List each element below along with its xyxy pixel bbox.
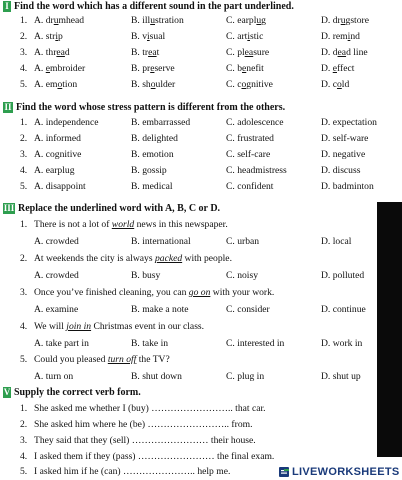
option-c: C. headmistress <box>226 165 287 176</box>
question-number: 1. <box>20 15 28 26</box>
question-sentence: I asked him if he (can) ………………….. help me. <box>34 466 231 477</box>
liveworksheets-logo-icon <box>278 466 290 478</box>
question-number: 5. <box>20 466 28 477</box>
option-d: D. effect <box>321 63 355 74</box>
section-1-badge: I <box>3 1 11 12</box>
option-b: B. treat <box>131 47 160 58</box>
liveworksheets-logo-text: LIVEWORKSHEETS <box>292 465 400 478</box>
question-sentence: She asked me whether I (buy) …………………….. that car. <box>34 403 266 414</box>
option-c: C. consider <box>226 304 270 315</box>
option-d: D. shut up <box>321 371 361 382</box>
section-5-heading <box>3 386 141 399</box>
section-3-heading <box>3 202 220 215</box>
option-c: C. earplug <box>226 15 266 26</box>
option-d: D. local <box>321 236 352 247</box>
option-b: B. preserve <box>131 63 175 74</box>
option-d: D. remind <box>321 31 360 42</box>
option-a: A. crowded <box>34 236 79 247</box>
option-b: B. take in <box>131 338 169 349</box>
s1-question-5 <box>0 77 402 93</box>
option-b: B. delighted <box>131 133 178 144</box>
option-a: A. take part in <box>34 338 89 349</box>
option-a: A. disappoint <box>34 181 86 192</box>
question-number: 5. <box>20 354 28 365</box>
option-a: A. embroider <box>34 63 86 74</box>
s3-options-4 <box>0 336 402 352</box>
question-number: 2. <box>20 419 28 430</box>
section-2-badge: II <box>4 102 12 112</box>
option-c: C. artistic <box>226 31 264 42</box>
option-a: A. turn on <box>34 371 74 382</box>
option-a: A. earplug <box>34 165 75 176</box>
option-c: C. self-care <box>226 149 271 160</box>
section-5-title: Supply the correct verb form. <box>14 386 141 398</box>
s3-options-1 <box>0 234 402 250</box>
option-d: D. badminton <box>321 181 374 192</box>
option-a: A. examine <box>34 304 79 315</box>
section-3-badge: III <box>3 203 15 213</box>
option-b: B. medical <box>131 181 173 192</box>
option-a: A. informed <box>34 133 81 144</box>
s2-question-1 <box>0 115 402 131</box>
question-number: 4. <box>20 451 28 462</box>
question-number: 3. <box>20 47 28 58</box>
question-number: 2. <box>20 31 28 42</box>
s5-question-1 <box>0 401 402 417</box>
right-edge-bar <box>377 202 402 457</box>
option-b: B. international <box>131 236 191 247</box>
question-number: 4. <box>20 165 28 176</box>
option-d: D. dead line <box>321 47 368 58</box>
question-sentence: I asked them if they (pass) …………………… the final exam. <box>34 451 275 462</box>
question-sentence: At weekends the city is always packed with people. <box>34 253 232 264</box>
option-b: B. make a note <box>131 304 189 315</box>
s1-question-3 <box>0 45 402 61</box>
s3-options-2 <box>0 268 402 284</box>
option-c: C. benefit <box>226 63 264 74</box>
section-2-heading <box>3 101 285 114</box>
s2-question-2 <box>0 131 402 147</box>
section-1-heading <box>3 0 294 13</box>
question-number: 4. <box>20 321 28 332</box>
section-1-title: Find the word which has a different sound in the part underlined. <box>14 0 294 12</box>
question-number: 5. <box>20 181 28 192</box>
question-sentence: We will join in Christmas event in our class. <box>34 321 205 332</box>
option-a: A. thread <box>34 47 70 58</box>
option-c: C. noisy <box>226 270 258 281</box>
option-d: D. cold <box>321 79 350 90</box>
option-b: B. embarrassed <box>131 117 191 128</box>
question-number: 2. <box>20 133 28 144</box>
option-c: C. cognitive <box>226 79 273 90</box>
option-a: A. emotion <box>34 79 78 90</box>
s2-question-5 <box>0 179 402 195</box>
s5-question-3 <box>0 433 402 449</box>
question-number: 3. <box>20 287 28 298</box>
s1-question-2 <box>0 29 402 45</box>
question-sentence: She asked him where he (be) …………………….. from. <box>34 419 253 430</box>
s2-question-4 <box>0 163 402 179</box>
option-b: B. emotion <box>131 149 174 160</box>
question-number: 2. <box>20 253 28 264</box>
option-a: A. independence <box>34 117 99 128</box>
option-c: C. confident <box>226 181 274 192</box>
option-c: C. plug in <box>226 371 265 382</box>
option-b: B. shut down <box>131 371 182 382</box>
s3-question-5 <box>0 352 402 368</box>
option-b: B. gossip <box>131 165 167 176</box>
option-b: B. shoulder <box>131 79 176 90</box>
liveworksheets-logo[interactable] <box>278 464 400 480</box>
s3-question-4 <box>0 319 402 335</box>
s5-question-4 <box>0 449 402 465</box>
option-d: D. discuss <box>321 165 361 176</box>
option-c: C. adolescence <box>226 117 284 128</box>
option-c: C. urban <box>226 236 260 247</box>
question-sentence: There is not a lot of world news in this newspaper. <box>34 219 228 230</box>
option-d: D. work in <box>321 338 363 349</box>
option-d: D. self-ware <box>321 133 369 144</box>
option-b: B. visual <box>131 31 166 42</box>
option-c: C. interested in <box>226 338 285 349</box>
option-b: B. illustration <box>131 15 184 26</box>
option-a: A. strip <box>34 31 63 42</box>
option-d: D. polluted <box>321 270 365 281</box>
question-sentence: Once you’ve finished cleaning, you can go on with your work. <box>34 287 275 298</box>
section-5-badge: V <box>3 387 11 397</box>
s3-question-2 <box>0 251 402 267</box>
question-sentence: Could you pleased turn off the TV? <box>34 354 170 365</box>
option-d: D. negative <box>321 149 366 160</box>
question-number: 5. <box>20 79 28 90</box>
question-number: 1. <box>20 219 28 230</box>
option-a: A. crowded <box>34 270 79 281</box>
question-number: 1. <box>20 403 28 414</box>
question-sentence: They said that they (sell) …………………… their house. <box>34 435 256 446</box>
s1-question-4 <box>0 61 402 77</box>
option-d: D. continue <box>321 304 366 315</box>
s1-question-1 <box>0 13 402 29</box>
option-d: D. drugstore <box>321 15 369 26</box>
question-number: 3. <box>20 149 28 160</box>
option-a: A. drumhead <box>34 15 85 26</box>
s2-question-3 <box>0 147 402 163</box>
option-c: C. pleasure <box>226 47 270 58</box>
question-number: 3. <box>20 435 28 446</box>
section-2-title: Find the word whose stress pattern is different from the others. <box>16 101 286 113</box>
s5-question-2 <box>0 417 402 433</box>
option-c: C. frustrated <box>226 133 274 144</box>
option-a: A. cognitive <box>34 149 82 160</box>
option-b: B. busy <box>131 270 161 281</box>
s3-options-5 <box>0 369 402 385</box>
section-3-title: Replace the underlined word with A, B, C or D. <box>18 202 221 214</box>
question-number: 1. <box>20 117 28 128</box>
s3-question-3 <box>0 285 402 301</box>
s3-options-3 <box>0 302 402 318</box>
s3-question-1 <box>0 217 402 233</box>
question-number: 4. <box>20 63 28 74</box>
option-d: D. expectation <box>321 117 377 128</box>
